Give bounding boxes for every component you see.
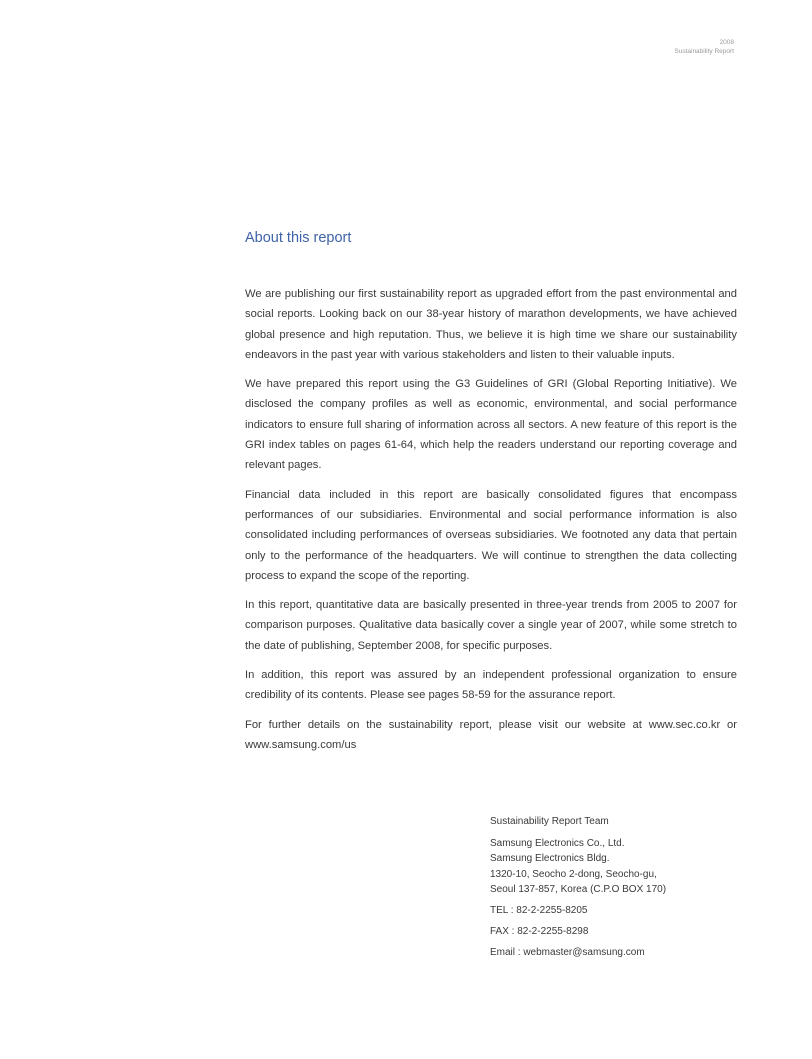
contact-team: Sustainability Report Team	[490, 816, 609, 827]
paragraph-quantitative-data: In this report, quantitative data are basically presented in three-year trends from 2005 to 2007 for comparison purposes. Qualitative data basically cover a single year of 2007, while some stretch to the date of publishing, September 2008, for specific purposes.	[245, 599, 737, 652]
paragraph-assurance: In addition, this report was assured by an independent professional organization to ensure credibility of its contents. Please see pages 58-59 for the assurance report.	[245, 669, 737, 702]
page-header	[674, 38, 734, 56]
header-report-name: Sustainability Report	[674, 48, 734, 55]
address-line: 1320-10, Seocho 2-dong, Seocho-gu,	[490, 868, 657, 880]
report-body	[245, 284, 737, 764]
header-year: 2008	[719, 39, 734, 46]
address-line: Samsung Electronics Co., Ltd.	[490, 838, 625, 849]
paragraph-guidelines: We have prepared this report using the G3 Guidelines of GRI (Global Reporting Initiative). We disclosed the company profiles as well as economic, environmental, and social performance indicators to ensure full sharing of information across all sectors. A new feature of this report is the GRI index tables on pages 61-64, which help the readers understand our reporting coverage and relevant pages.	[245, 378, 737, 472]
address-line: Seoul 137-857, Korea (C.P.O BOX 170)	[490, 883, 667, 895]
contact-block	[490, 814, 740, 960]
contact-fax: FAX : 82-2-2255-8298	[490, 926, 589, 938]
contact-address	[490, 836, 740, 897]
contact-email: Email : webmaster@samsung.com	[490, 947, 645, 959]
paragraph-intro: We are publishing our first sustainability report as upgraded effort from the past environmental and social reports. Looking back on our 38-year history of marathon developments, we have achieved global presence and high reputation. Thus, we believe it is high time we share our sustainability endeavors in the past year with various stakeholders and listen to their valuable inputs.	[245, 288, 737, 361]
paragraph-further-details: For further details on the sustainability report, please visit our website at www.sec.co.kr or www.samsung.com/us	[245, 718, 737, 751]
paragraph-financial-data: Financial data included in this report are basically consolidated figures that encompass performances of our subsidiaries. Environmental and social performance information is also consolidated including performances of overseas subsidiaries. We footnoted any data that pertain only to the performance of the headquarters. We will continue to strengthen the data collecting process to expand the scope of the reporting.	[245, 488, 737, 582]
contact-tel: TEL : 82-2-2255-8205	[490, 905, 588, 917]
page-title: About this report	[245, 230, 352, 246]
address-line: Samsung Electronics Bldg.	[490, 853, 610, 865]
